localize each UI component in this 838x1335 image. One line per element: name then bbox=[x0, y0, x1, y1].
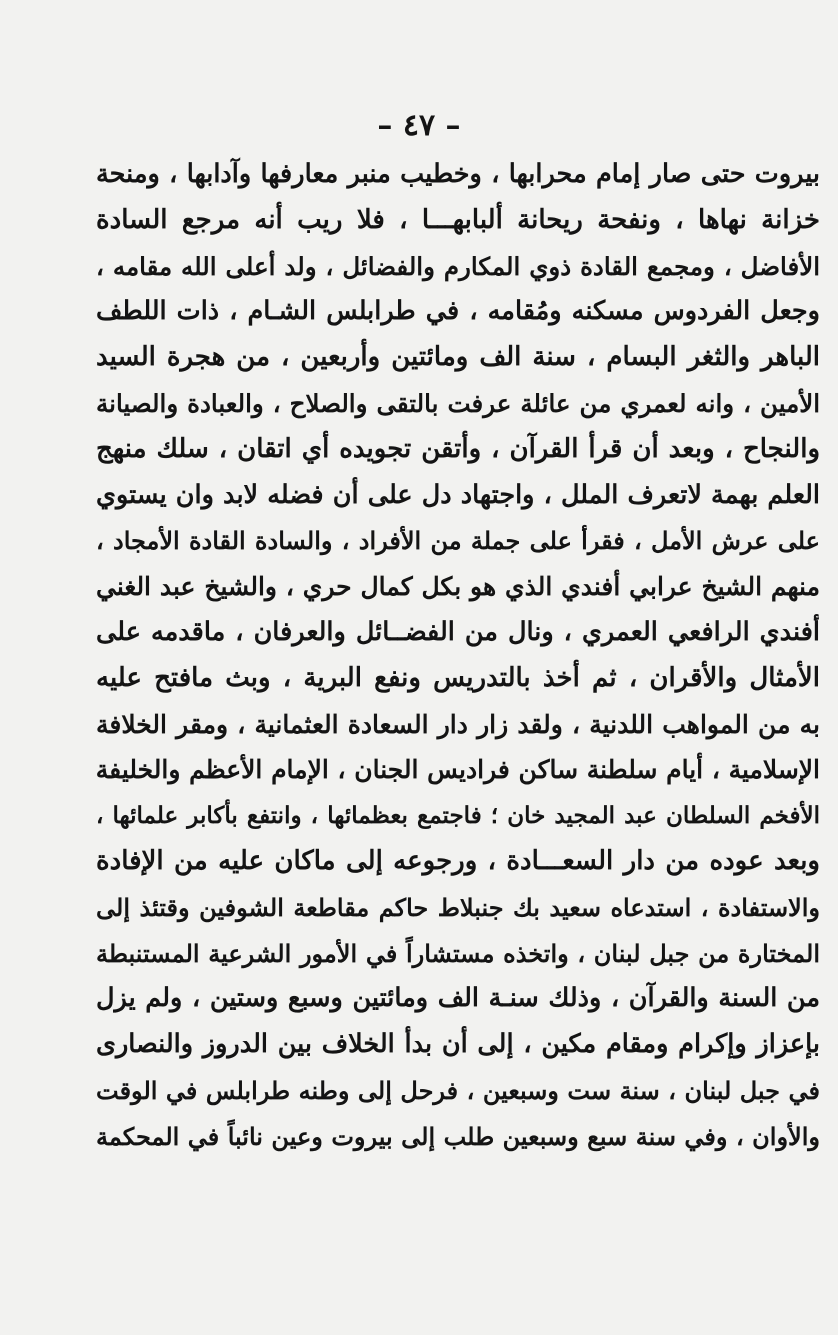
text-line: العلم بهمة لاتعرف الملل ، واجتهاد دل على أن فضله لابد وان يستوي bbox=[96, 479, 820, 510]
text-line: على عرش الأمل ، فقرأ على جملة من الأفراد ، والسادة القادة الأمجاد ، bbox=[96, 526, 820, 556]
text-line: الأمثال والأقران ، ثم أخذ بالتدريس ونفع البرية ، وبث مافتح عليه bbox=[96, 662, 820, 693]
text-line: أفندي الرافعي العمري ، ونال من الفضــائل والعرفان ، ماقدمه على bbox=[96, 616, 820, 647]
text-line: في جبل لبنان ، سنة ست وسبعين ، فرحل إلى وطنه طرابلس في الوقت bbox=[96, 1075, 820, 1105]
text-line: الإسلامية ، أيام سلطنة ساكن فراديس الجنان ، الإمام الأعظم والخليفة bbox=[96, 755, 820, 785]
text-line: الأفخم السلطان عبد المجيد خان ؛ فاجتمع بعظمائها ، وانتفع بأكابر علمائها ، bbox=[96, 802, 820, 830]
text-line: به من المواهب اللدنية ، ولقد زار دار السعادة العثمانية ، ومقر الخلافة bbox=[96, 709, 820, 739]
text-line: والاستفادة ، استدعاه سعيد بك جنبلاط حاكم مقاطعة الشوفين وقتئذ إلى bbox=[96, 892, 820, 922]
text-line: بإعزاز وإكرام ومقام مكين ، إلى أن بدأ الخلاف بين الدروز والنصارى bbox=[96, 1029, 820, 1060]
text-line: بيروت حتى صار إمام محرابها ، وخطيب منبر معارفها وآدابها ، ومنحة bbox=[96, 159, 820, 189]
text-line: من السنة والقرآن ، وذلك سنـة الف ومائتين وسبع وستين ، ولم يزل bbox=[96, 983, 820, 1014]
text-line: منهم الشيخ عرابي أفندي الذي هو بكل كمال حري ، والشيخ عبد الغني bbox=[96, 572, 820, 602]
text-line: خزانة نهاها ، ونفحة ريحانة ألبابهـــا ، فلا ريب أنه مرجع السادة bbox=[96, 204, 820, 235]
text-line: الأمين ، وانه لعمري من عائلة عرفت بالتقى والصلاح ، والعبادة والصيانة bbox=[96, 388, 820, 418]
text-line: والنجاح ، وبعد أن قرأ القرآن ، وأتقن تجويده أي اتقان ، سلك منهج bbox=[96, 433, 820, 464]
text-line: وجعل الفردوس مسكنه ومُقامه ، في طرابلس الشـام ، ذات اللطف bbox=[96, 296, 820, 327]
text-line: الباهر والثغر البسام ، سنة الف ومائتين وأربعين ، من هجرة السيد bbox=[96, 342, 820, 373]
text-line: المختارة من جبل لبنان ، واتخذه مستشاراً في الأمور الشرعية المستنبطة bbox=[96, 938, 820, 968]
body-text bbox=[96, 152, 820, 1160]
page-number: – ٤٧ – bbox=[377, 108, 461, 143]
text-line: الأفاضل ، ومجمع القادة ذوي المكارم والفضائل ، ولد أعلى الله مقامه ، bbox=[96, 251, 820, 281]
text-line: وبعد عوده من دار السعـــادة ، ورجوعه إلى ماكان عليه من الإفادة bbox=[96, 845, 820, 876]
text-line: والأوان ، وفي سنة سبع وسبعين طلب إلى بيروت وعين نائباً في المحكمة bbox=[96, 1121, 820, 1151]
